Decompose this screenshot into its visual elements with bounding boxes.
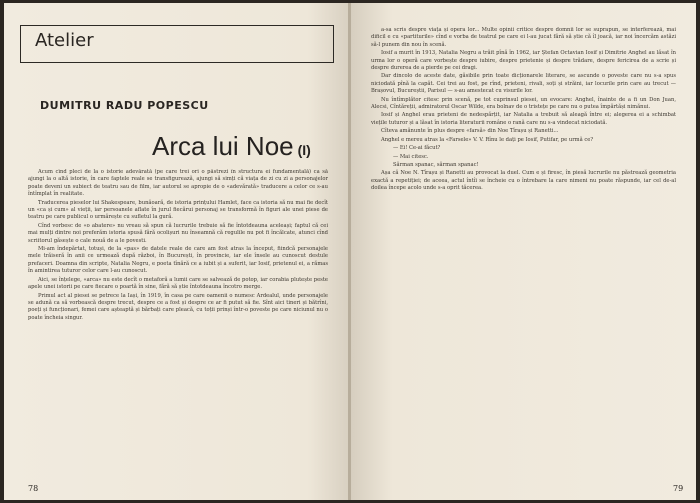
paragraph: Cîteva amănunte în plus despre «farsă» din Noe Tîrașu și Ranetti... — [381, 128, 559, 135]
dialogue-line: Sărman spanac, sărman spanac! — [393, 161, 479, 168]
paragraph: Dar dincolo de aceste date, găsibile prin toate dicționarele literare, se ascunde o poveste care nu s-a spus niciodată pînă la capăt. Cei trei au fost, pe rînd, prieteni, rivali, soți și străini, iar locurile prin care au trecut — Brașovul, Bucureștii, Parisul — s-au amestecat cu visurile lor. — [371, 73, 676, 95]
paragraph: Primul act al piesei se petrece la Iași, în 1919, în casa pe care oamenii o numesc Ardealul, unde personajele se adună ca să vorbească despre trecut, despre ce a fost și despre ce ar fi putut să fie. Sînt aici tineri și bătrîni, poeți și funcționari, femei care așteaptă și bărbați care pleacă, cu toții prinși într-o poveste pe care niciunul nu o poate încheia singur. — [28, 292, 328, 321]
left-page — [4, 3, 349, 500]
right-body-text — [371, 27, 676, 465]
paragraph: Așa că Noe N. Tîrașu și Ranetti au provocat la duel. Cum e și firesc, în piesă lucrurile nu păstrează geometria exactă a repetiției; de aceea, actul întîi se încheie cu o întrebare la care nimeni nu poate răspunde, iar cel de-al doilea începe acolo unde s-a oprit tăcerea. — [371, 170, 676, 192]
page-number-right: 79 — [673, 484, 684, 493]
section-title: Atelier — [35, 30, 94, 51]
paragraph: Aici, se înțelege, «arca» nu este decît o metaforă a lumii care se salvează de potop, iar corabia plutește peste apele unei istorii pe care fiecare o poartă în sine, fără să știe întotdeauna încotro merge. — [28, 276, 328, 291]
paragraph: a-sa scris despre viața și opera lor... Multe opinii critice despre domnii lor se suprapun, se interferează, mai dificil e cu «partiturile» cînd e vorba de teatrul pe care ei l-au jucat fără să știe că îl joacă, iar noi încercăm astăzi să-l punem din nou în scenă. — [371, 27, 676, 48]
right-page — [351, 3, 696, 500]
paragraph: Iosif a murit în 1913, Natalia Negru a trăit pînă în 1962, iar Ștefan Octavian Iosif și Dimitrie Anghel au lăsat în urma lor o operă care vorbește despre iubire, despre prietenie și despre trădare, despre fericirea de a scrie și despre durerea de a pierde pe cei dragi. — [371, 50, 676, 72]
author-name: DUMITRU RADU POPESCU — [40, 99, 209, 112]
dialogue-line: — Ei! Ce-ai făcut? — [393, 145, 441, 152]
article-title — [152, 131, 311, 162]
dialogue-line: — Mai citesc. — [393, 153, 429, 160]
page-number-left: 78 — [28, 484, 39, 493]
paragraph: Nu întîmplător citesc prin scenă, pe tot cuprinsul piesei, un evocare: Anghel, înainte de a fi un Don Juan, Alecsi, Cîntăreții, admiratorul Oscar Wilde, era bolnav de o tristețe pe care nu o putea împărtăși nimănui. — [371, 96, 676, 111]
paragraph: Traducerea pieselor lui Shakespeare, bunăoară, de istoria prințului Hamlet, face ca istoria să nu mai fie decît un «ca și cum» al vieții, iar persoanele aflate în jurul fiecărui personaj se transformă în figuri ale unei piese de teatru pe care publicul o urmărește cu sufletul la gură. — [28, 199, 328, 221]
book-spread — [4, 3, 696, 500]
title-text: Arca lui Noe — [152, 131, 294, 161]
paragraph: Cînd vorbesc de «o abatere» nu vreau să spun că lucrurile trebuie să fie întotdeauna aceleași; faptul că cei mai mulți dintre noi preferăm istoria spusă fără ocolișuri nu înseamnă că regulile nu pot fi încălcate, atunci cînd scriitorul găsește o cale nouă de a le povesti. — [28, 222, 328, 244]
section-header-box — [20, 25, 334, 63]
paragraph: Iosif și Anghel erau prieteni de nedespărțit, iar Natalia a trebuit să aleagă între ei; alegerea ei a schimbat viețile tuturor și a lăsat în istoria literaturii române o rană care nu s-a vindecat niciodată. — [371, 112, 676, 126]
paragraph: Acum cînd pleci de la o istorie adevărată (pe care trei ori o păstrezi în structura ei fundamentală) ca să ajungi la o altă istorie, în care faptele reale se transfigurează, ajungi să simți că viața de zi cu zi a personajelor poate deveni un subiect de teatru sau de film, iar autorul se apropie de o «adevărată» traducere a celor ce s-au întîmplat în realitate. — [28, 169, 328, 198]
paragraph: Anghel e mereu atras la «Farsele» V. V. Rînu le dați pe Iosif, Putifar, pe urmă ce? — [381, 136, 594, 143]
title-part: (I) — [297, 142, 311, 158]
paragraph: Mi-am îndepărtat, totuși, de la «pas» de datele reale de care am fost atras la început, fiindcă personajele mele trăiseră în anii ce urmează după război, în București, în provincie, iar ele însele au cunoscut destule prefaceri. Doamna din scripte, Natalia Negru, e poeta tînără ce a iubit și a suferit, iar Iosif, prietenul ei, a rămas în amintirea tuturor celor care l-au cunoscut. — [28, 246, 328, 275]
left-body-text — [28, 169, 328, 475]
